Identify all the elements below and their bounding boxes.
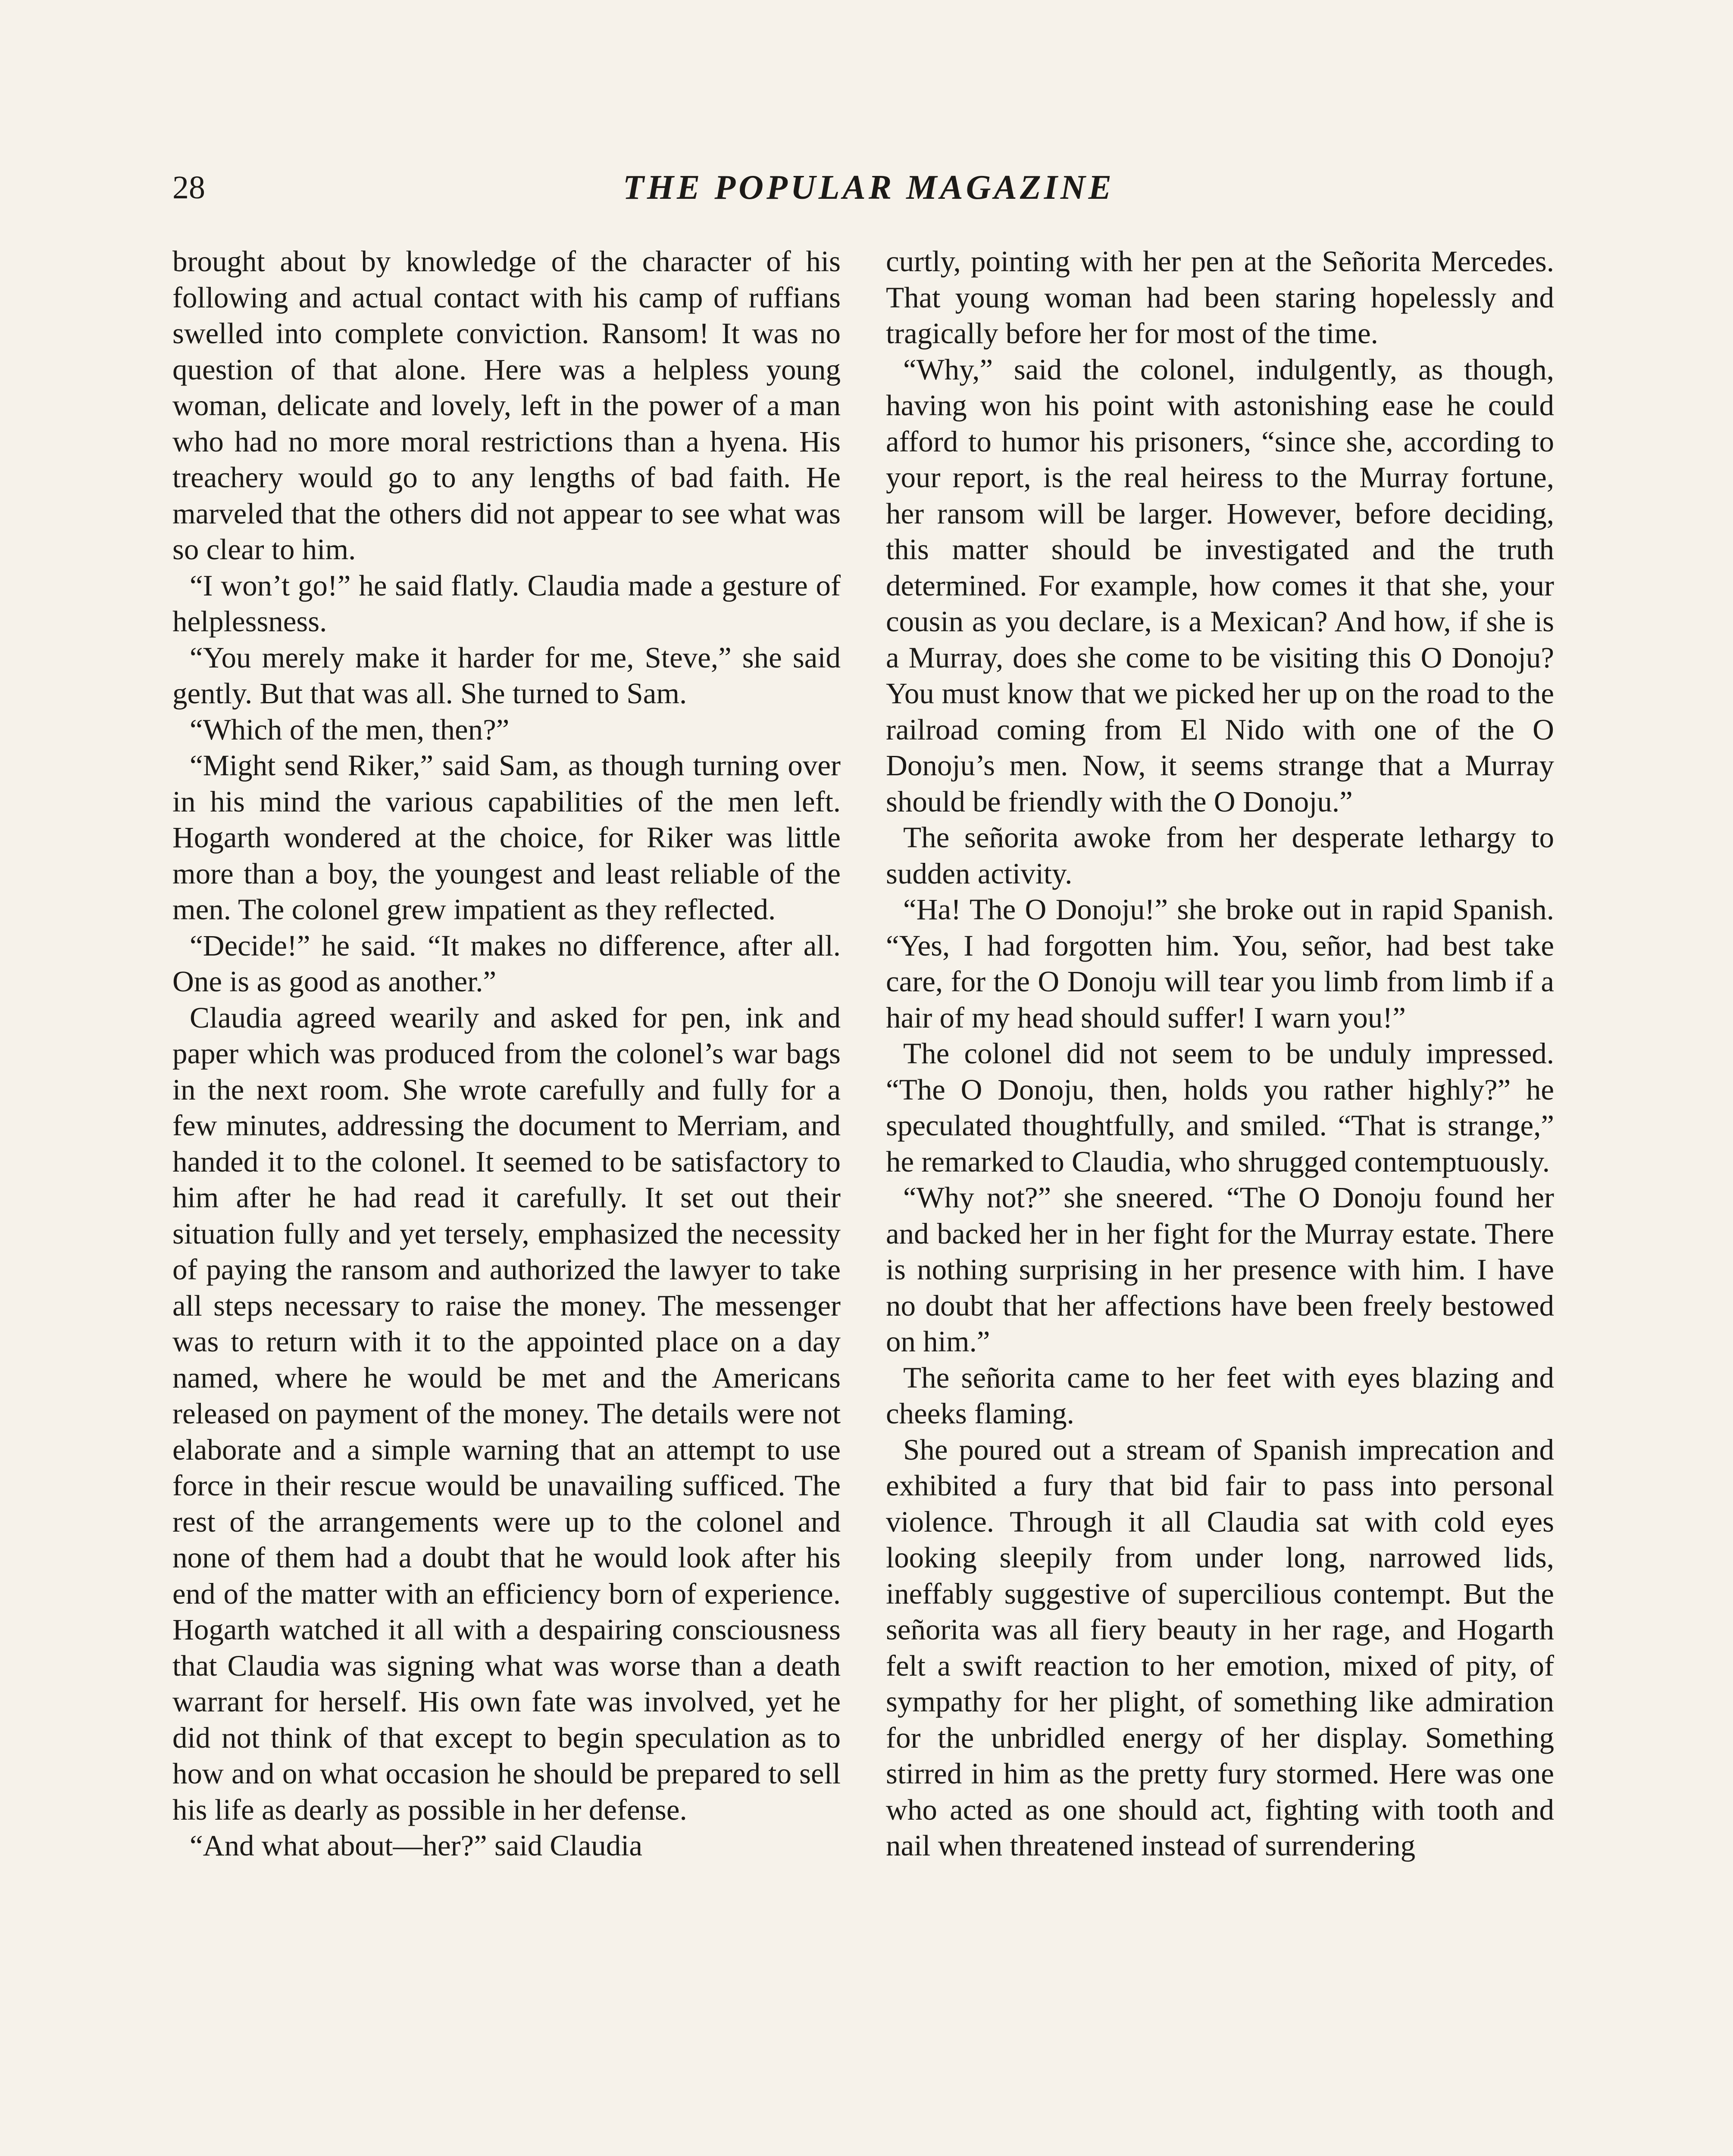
paragraph: “You merely make it harder for me, Steve,” she said gently. But that was all. She turned to Sam. [172,641,841,710]
paragraph: “And what about—her?” said Claudia [190,1829,642,1862]
paragraph: brought about by knowledge of the character of his following and actual contact with his camp of ruffians swelled into complete conviction. Ransom! It was no question of that alone. Here was a helpless young woman, delicate and lovely, left in the power of a man who had no more moral restrictions than a hyena. His treachery would go to any lengths of bad faith. He marveled that the others did not appear to see what was so clear to him. [172,245,841,566]
paragraph: “I won’t go!” he said flatly. Claudia made a gesture of helplessness. [172,569,841,638]
paragraph: She poured out a stream of Spanish imprecation and exhibited a fury that bid fair to pass into personal violence. Through it all Claudia sat with cold eyes looking sleepily from under long, narrowed lids, ineffably suggestive of supercilious contempt. But the señorita was all fiery beauty in her rage, and Hogarth felt a swift reaction to her emotion, mixed of pity, of sympathy for her plight, of something like admiration for the unbridled energy of her display. Something stirred in him as the pretty fury stormed. Here was one who acted as one should act, fighting with tooth and nail when threatened instead of surrendering [886,1433,1554,1862]
paragraph: The señorita awoke from her desperate lethargy to sudden activity. [886,821,1554,890]
left-column [172,244,841,1864]
paragraph: “Might send Riker,” said Sam, as though turning over in his mind the various capabilities of the men left. Hogarth wondered at the choice, for Riker was little more than a boy, the youngest and least reliable of the men. The colonel grew impatient as they reflected. [172,749,841,926]
right-column [886,244,1554,1864]
paragraph: Claudia agreed wearily and asked for pen, ink and paper which was produced from the colonel’s war bags in the next room. She wrote carefully and fully for a few minutes, addressing the document to Merriam, and handed it to the colonel. It seemed to be satisfactory to him after he had read it carefully. It set out their situation fully and yet tersely, emphasized the necessity of paying the ransom and authorized the lawyer to take all steps necessary to raise the money. The messenger was to return with it to the appointed place on a day named, where he would be met and the Americans released on payment of the money. The details were not elaborate and a simple warning that an attempt to use force in their rescue would be unavailing sufficed. The rest of the arrangements were up to the colonel and none of them had a doubt that he would look after his end of the matter with an efficiency born of experience. Hogarth watched it all with a despairing consciousness that Claudia was signing what was worse than a death warrant for herself. His own fate was involved, yet he did not think of that except to begin speculation as to how and on what occasion he should be prepared to sell his life as dearly as possible in her defense. [172,1001,841,1826]
page-number: 28 [172,169,205,206]
magazine-title: THE POPULAR MAGAZINE [623,169,1115,207]
paragraph: “Which of the men, then?” [190,713,510,746]
paragraph: “Decide!” he said. “It makes no difference, after all. One is as good as another.” [172,929,841,998]
paragraph: The colonel did not seem to be unduly impressed. “The O Donoju, then, holds you rather highly?” he speculated thoughtfully, and smiled. “That is strange,” he remarked to Claudia, who shrugged contemptuously. [886,1037,1554,1178]
paragraph: The señorita came to her feet with eyes blazing and cheeks flaming. [886,1361,1554,1430]
paragraph: curtly, pointing with her pen at the Señorita Mercedes. That young woman had been staring hopelessly and tragically before her for most of the time. [886,245,1554,350]
paragraph: “Ha! The O Donoju!” she broke out in rapid Spanish. “Yes, I had forgotten him. You, señor, had best take care, for the O Donoju will tear you limb from limb if a hair of my head should suffer! I warn you!” [886,893,1554,1034]
paragraph: “Why not?” she sneered. “The O Donoju found her and backed her in her fight for the Murray estate. There is nothing surprising in her presence with him. I have no doubt that her affections have been freely bestowed on him.” [886,1181,1554,1358]
paragraph: “Why,” said the colonel, indulgently, as though, having won his point with astonishing ease he could afford to humor his prisoners, “since she, according to your report, is the real heiress to the Murray fortune, her ransom will be larger. However, before deciding, this matter should be investigated and the truth determined. For example, how comes it that she, your cousin as you declare, is a Mexican? And how, if she is a Murray, does she come to be visiting this O Donoju? You must know that we picked her up on the road to the railroad coming from El Nido with one of the O Donoju’s men. Now, it seems strange that a Murray should be friendly with the O Donoju.” [886,353,1554,818]
running-head [172,166,1565,213]
